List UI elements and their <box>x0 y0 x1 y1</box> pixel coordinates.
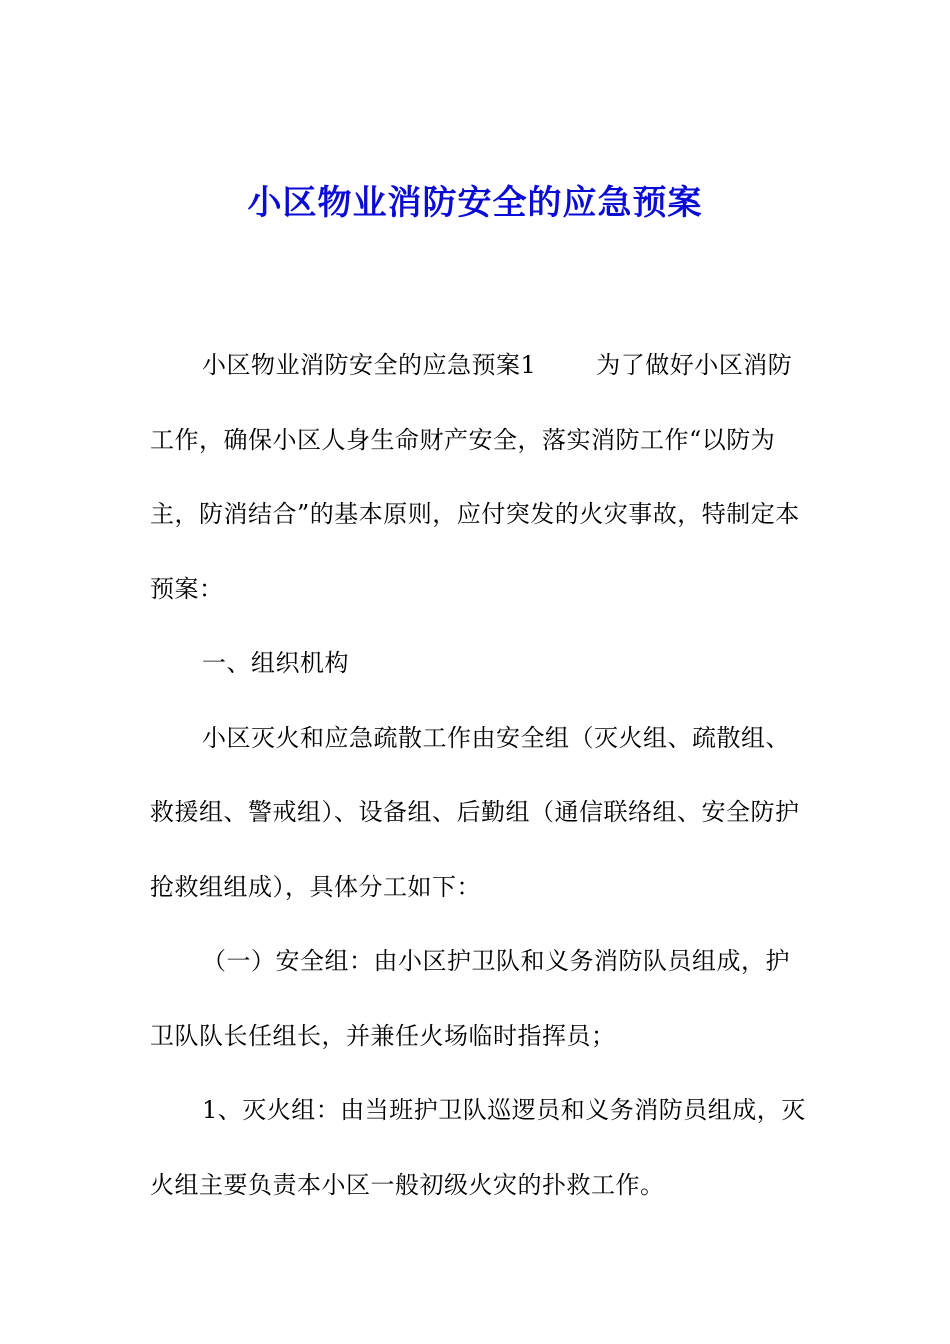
section-heading-organization: 一、组织机构 <box>202 649 349 677</box>
plan-heading-lead: 小区物业消防安全的应急预案1 <box>202 351 537 379</box>
intro-paragraph <box>150 328 810 626</box>
intro-text: 为了做好小区消防工作，确保小区人身生命财产安全，落实消防工作“以防为主，防消结合”的基本原则，应付突发的火灾事故，特制定本预案： <box>150 351 800 603</box>
organization-paragraph: 小区灭火和应急疏散工作由安全组（灭火组、疏散组、救援组、警戒组）、设备组、后勤组（通信联络组、安全防护抢救组组成），具体分工如下： <box>150 723 800 901</box>
firefighting-group-paragraph: 1、灭火组：由当班护卫队巡逻员和义务消防员组成，灭火组主要负责本小区一般初级火灾的扑救工作。 <box>150 1096 806 1199</box>
safety-group-paragraph: （一）安全组：由小区护卫队和义务消防队员组成，护卫队队长任组长，并兼任火场临时指挥员； <box>150 947 790 1050</box>
document-body <box>150 328 810 1222</box>
document-title: 小区物业消防安全的应急预案 <box>247 183 703 223</box>
